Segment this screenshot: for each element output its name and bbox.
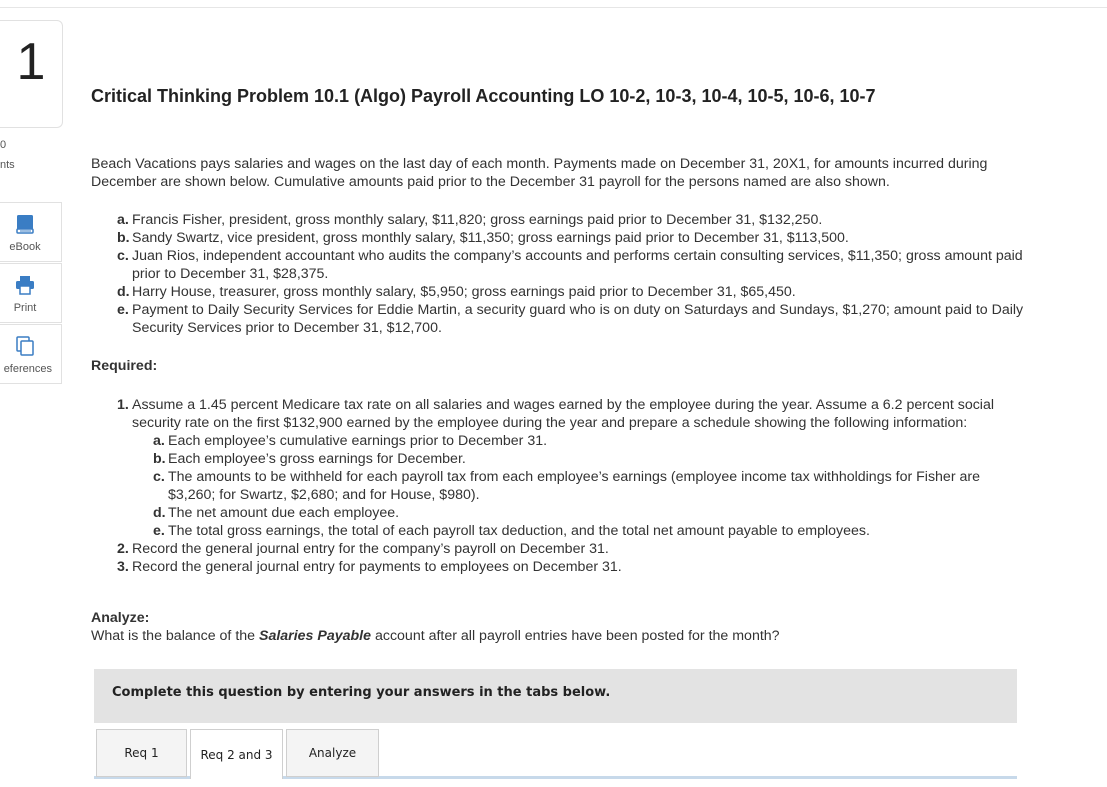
- list-item: [153, 504, 1009, 522]
- references-label: eferences: [3, 363, 52, 375]
- item-text: Francis Fisher, president, gross monthly salary, $11,820; gross earnings paid prior to December 31, $132,250.: [132, 212, 823, 228]
- tab-label: Req 2 and 3: [200, 747, 273, 762]
- list-item: [153, 468, 1009, 504]
- subitem-text: The net amount due each employee.: [168, 505, 400, 521]
- subitem-text: The amounts to be withheld for each payroll tax from each employee’s earnings (employee income tax withholdings for Fisher are $3,260; for Swartz, $2,680; and for House, $980).: [168, 469, 980, 503]
- subitem-letter: e.: [153, 523, 165, 539]
- tab-analyze[interactable]: [286, 729, 379, 777]
- subitem-letter: c.: [153, 469, 165, 485]
- references-button[interactable]: [0, 324, 62, 384]
- instructions-text: Complete this question by entering your answers in the tabs below.: [112, 685, 611, 700]
- tab-label: Analyze: [308, 746, 357, 760]
- subitem-text: Each employee’s cumulative earnings prior to December 31.: [168, 433, 548, 449]
- item-letter: b.: [117, 230, 130, 246]
- item-text: Sandy Swartz, vice president, gross monthly salary, $11,350; gross earnings paid prior to December 31, $113,500.: [132, 230, 849, 246]
- requirements-list: [117, 396, 1007, 576]
- requirement-item: [117, 558, 1007, 576]
- list-item: [117, 283, 1027, 301]
- analyze-heading: Analyze:: [91, 610, 150, 626]
- printer-icon: [14, 274, 36, 296]
- problem-title: Critical Thinking Problem 10.1 (Algo) Payroll Accounting LO 10-2, 10-3, 10-4, 10-5, 10-6, 10-7: [91, 86, 876, 106]
- item-letter: a.: [117, 212, 129, 228]
- requirement-subitems: [153, 432, 1009, 540]
- instructions-banner: [94, 669, 1017, 723]
- required-heading: Required:: [91, 358, 158, 374]
- answer-tabs: [94, 729, 1017, 787]
- requirement-number: 3.: [117, 559, 129, 575]
- list-item: [117, 247, 1027, 283]
- item-text: Harry House, treasurer, gross monthly salary, $5,950; gross earnings paid prior to December 31, $65,450.: [132, 284, 796, 300]
- points-label: nts: [0, 159, 15, 171]
- requirement-item: [117, 396, 1007, 432]
- tab-req-2-and-3[interactable]: [190, 729, 283, 779]
- item-letter: c.: [117, 248, 129, 264]
- list-item: [153, 432, 1009, 450]
- item-letter: d.: [117, 284, 130, 300]
- print-label: Print: [13, 302, 37, 314]
- copy-pages-icon: [14, 335, 36, 357]
- analyze-question: [91, 628, 780, 644]
- requirement-text: Assume a 1.45 percent Medicare tax rate on all salaries and wages earned by the employee during the year. Assume a 6.2 percent social security rate on the first $132,900 earned by the employee during the year and prepare a schedule showing the following information:: [132, 397, 994, 431]
- question-sidebar: [0, 18, 63, 398]
- list-item: [117, 229, 1027, 247]
- list-item: [117, 211, 1027, 229]
- list-item: [153, 450, 1009, 468]
- salaries-payable-term: Salaries Payable: [259, 628, 372, 644]
- book-icon: [14, 213, 36, 235]
- item-text: Juan Rios, independent accountant who audits the company’s accounts and performs certain consulting services, $11,350; gross amount paid prior to December 31, $28,375.: [132, 248, 1023, 282]
- subitem-letter: a.: [153, 433, 165, 449]
- subitem-letter: b.: [153, 451, 166, 467]
- tab-label: Req 1: [124, 746, 159, 760]
- top-divider: [0, 7, 1107, 8]
- requirement-text: Record the general journal entry for the company’s payroll on December 31.: [132, 541, 609, 557]
- list-item: [117, 301, 1027, 337]
- problem-intro: Beach Vacations pays salaries and wages on the last day of each month. Payments made on December 31, 20X1, for amounts incurred during December are shown below. Cumulative amounts paid prior to the December 31 payroll for the persons named are also shown.: [91, 156, 988, 190]
- item-text: Payment to Daily Security Services for Eddie Martin, a security guard who is on duty on Saturdays and Sundays, $1,270; amount paid to Daily Security Services prior to December 31, $12,700.: [132, 302, 1024, 336]
- subitem-text: The total gross earnings, the total of each payroll tax deduction, and the total net amount payable to employees.: [168, 523, 870, 539]
- analyze-question-end: account after all payroll entries have been posted for the month?: [371, 628, 780, 644]
- item-letter: e.: [117, 302, 129, 318]
- requirement-number: 2.: [117, 541, 129, 557]
- subitem-letter: d.: [153, 505, 166, 521]
- subitem-text: Each employee’s gross earnings for December.: [168, 451, 466, 467]
- requirement-text: Record the general journal entry for payments to employees on December 31.: [132, 559, 622, 575]
- requirement-number: 1.: [117, 397, 129, 413]
- print-button[interactable]: [0, 263, 62, 323]
- ebook-label: eBook: [9, 241, 41, 253]
- ebook-button[interactable]: [0, 202, 62, 262]
- analyze-question-start: What is the balance of the: [91, 628, 259, 644]
- payroll-items-list: [117, 211, 1027, 337]
- list-item: [153, 522, 1009, 540]
- points-value: 0: [0, 139, 7, 151]
- requirement-item: [117, 540, 1007, 558]
- tab-req-1[interactable]: [96, 729, 187, 777]
- question-number: 1: [16, 33, 46, 91]
